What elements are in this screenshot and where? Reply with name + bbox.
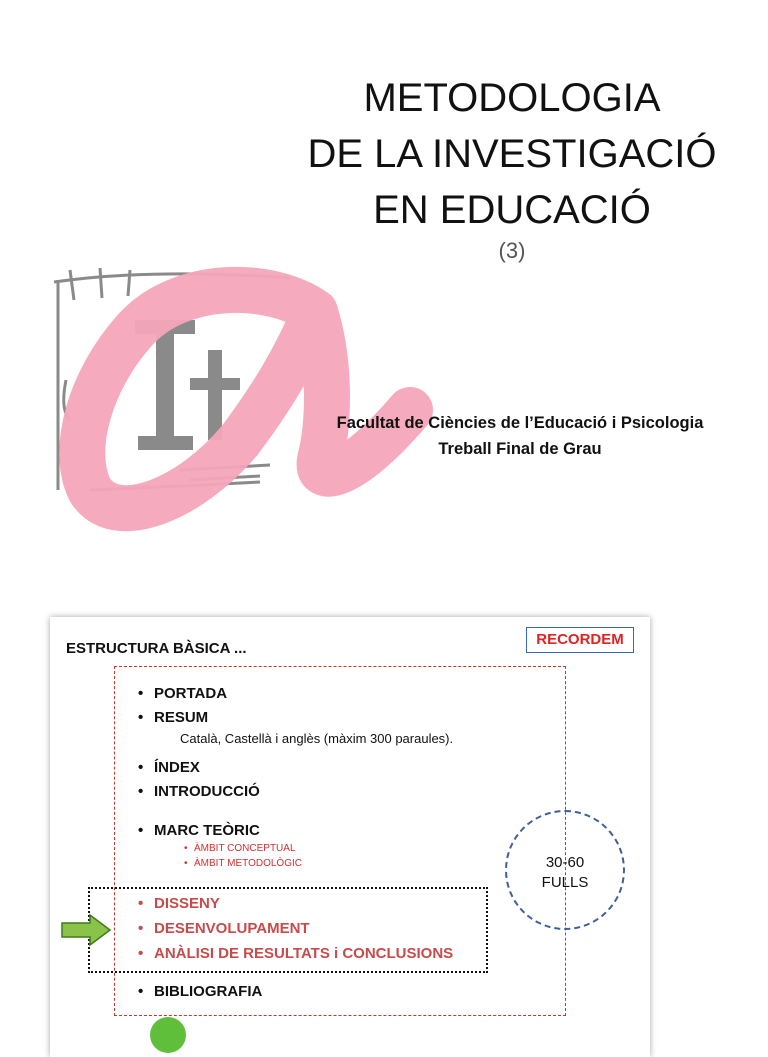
title-line-2: DE LA INVESTIGACIÓ bbox=[307, 132, 717, 176]
sub-item-ambit-metodologic bbox=[184, 858, 302, 869]
list-item-label: BIBLIOGRAFIA bbox=[154, 983, 263, 1000]
list-item-label: PORTADA bbox=[154, 685, 228, 702]
list-item-marc-teoric bbox=[138, 822, 260, 839]
bullet: • bbox=[138, 945, 144, 962]
list-item-label: RESUM bbox=[154, 709, 209, 726]
bullet: • bbox=[138, 920, 144, 937]
list-item-desenvolupament bbox=[138, 920, 310, 937]
list-item-label: ANÀLISI DE RESULTATS i CONCLUSIONS bbox=[154, 945, 454, 962]
sub-item-label: ÀMBIT METODOLÒGIC bbox=[194, 858, 302, 869]
bullet: • bbox=[138, 759, 144, 776]
bullet: • bbox=[138, 822, 144, 839]
bullet: • bbox=[138, 685, 144, 702]
bullet: • bbox=[138, 783, 144, 800]
university-logo bbox=[30, 250, 450, 540]
list-item-introduccio bbox=[138, 783, 260, 800]
bullet: • bbox=[184, 843, 188, 854]
list-item-label: INTRODUCCIÓ bbox=[154, 783, 260, 800]
bullet: • bbox=[138, 983, 144, 1000]
degree-work-label: Treball Final de Grau bbox=[438, 440, 602, 458]
list-item-label: DISSENY bbox=[154, 895, 220, 912]
faculty-info bbox=[310, 410, 730, 462]
bullet: • bbox=[184, 858, 188, 869]
green-arrow-icon bbox=[60, 913, 112, 947]
pages-range: 30-60 bbox=[545, 854, 585, 871]
slide-heading: ESTRUCTURA BÀSICA ... bbox=[66, 640, 247, 657]
resum-note: Català, Castellà i anglès (màxim 300 paraules). bbox=[180, 731, 454, 746]
list-item-portada bbox=[138, 685, 227, 702]
pages-unit: FULLS bbox=[541, 874, 589, 891]
list-item-resum bbox=[138, 709, 208, 726]
title-line-3: EN EDUCACIÓ bbox=[373, 188, 651, 232]
faculty-name: Facultat de Ciències de l’Educació i Psicologia bbox=[336, 414, 704, 432]
document-subtitle: (3) bbox=[498, 238, 526, 263]
list-item-index bbox=[138, 759, 200, 776]
list-item-disseny bbox=[138, 895, 220, 912]
list-item-analisi bbox=[138, 945, 453, 962]
sub-item-label: ÀMBIT CONCEPTUAL bbox=[194, 843, 296, 854]
green-circle-icon bbox=[148, 1015, 188, 1055]
pages-circle-text bbox=[505, 853, 625, 893]
title-line-1: METODOLOGIA bbox=[363, 76, 661, 120]
list-item-bibliografia bbox=[138, 983, 262, 1000]
list-item-label: DESENVOLUPAMENT bbox=[154, 920, 310, 937]
bullet: • bbox=[138, 709, 144, 726]
recordem-badge: RECORDEM bbox=[526, 627, 634, 653]
document-title bbox=[262, 70, 762, 238]
list-item-label: ÍNDEX bbox=[154, 759, 200, 776]
bullet: • bbox=[138, 895, 144, 912]
structure-slide bbox=[50, 617, 650, 1057]
list-item-label: MARC TEÒRIC bbox=[154, 822, 260, 839]
sub-item-ambit-conceptual bbox=[184, 843, 296, 854]
